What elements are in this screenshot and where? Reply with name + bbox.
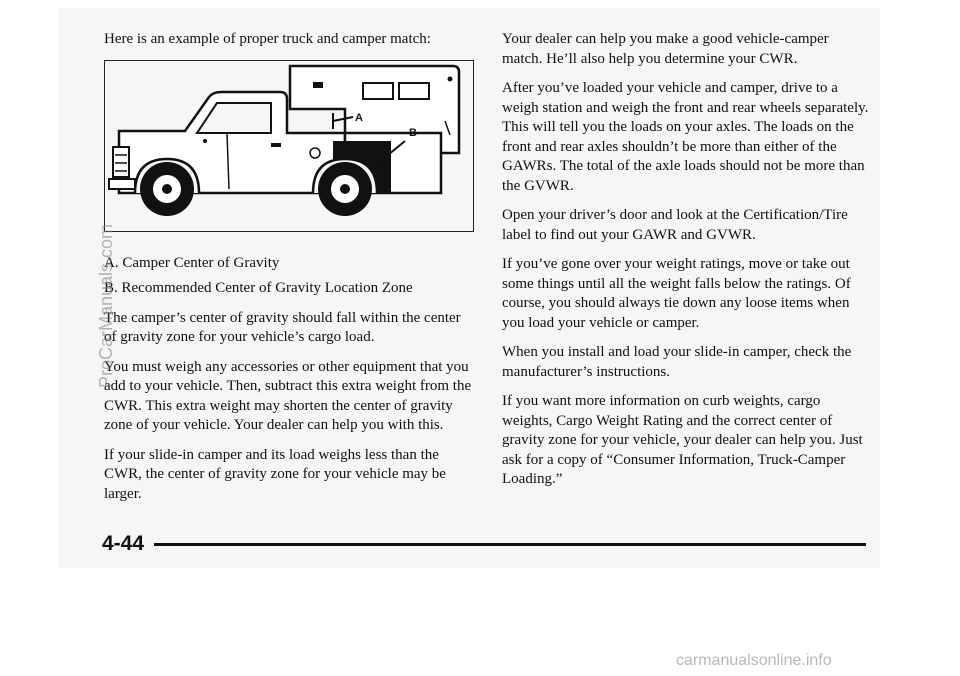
legend-b: B. Recommended Center of Gravity Location Zone	[104, 280, 413, 296]
right-paragraph: When you install and load your slide-in camper, check the manufacturer’s instructions.	[502, 344, 852, 380]
truck-camper-figure	[104, 60, 474, 232]
page-number: 4-44	[102, 532, 145, 555]
left-paragraph: If your slide-in camper and its load weighs less than the CWR, the center of gravity zone for your vehicle may be larger.	[104, 446, 446, 502]
right-paragraph: Open your driver’s door and look at the Certification/Tire label to find out your GAWR and GVWR.	[502, 207, 848, 243]
right-paragraph: Your dealer can help you make a good vehicle-camper match. He’ll also help you determine your CWR.	[502, 31, 829, 67]
figure-label-a: A	[355, 111, 363, 124]
page-footer	[102, 531, 866, 557]
right-paragraph: After you’ve loaded your vehicle and camper, drive to a weigh station and weigh the front and rear wheels separately. This will tell you the loads on your axles. The loads on the front and rear axles shouldn’t be more than either of the GAWRs. The total of the axle loads should not be more than the GVWR.	[502, 80, 869, 194]
left-paragraph: The camper’s center of gravity should fall within the center of gravity zone for your vehicle’s cargo load.	[104, 309, 461, 345]
manual-page	[58, 8, 880, 568]
right-paragraph: If you’ve gone over your weight ratings, move or take out some things until all the weight falls below the ratings. Of course, you should always tie down any loose items when you load your vehicle or camper.	[502, 256, 851, 331]
truck-camper-illustration	[105, 61, 473, 231]
legend-a: A. Camper Center of Gravity	[104, 254, 280, 271]
site-watermark: carmanualsonline.info	[676, 652, 832, 669]
footer-rule	[154, 543, 866, 546]
intro-text: Here is an example of proper truck and camper match:	[104, 31, 431, 47]
right-paragraph: If you want more information on curb weights, cargo weights, Cargo Weight Rating and the correct center of gravity zone for your vehicle, your dealer can help you. Just ask for a copy of “Consumer Information, Truck-Camper Loading.”	[502, 393, 863, 487]
figure-label-b: B	[409, 126, 417, 139]
vertical-watermark: ProCarManuals.com	[96, 223, 116, 388]
left-paragraph: You must weigh any accessories or other equipment that you add to your vehicle. Then, subtract this extra weight from the CWR. This extra weight may shorten the center of gravity zone of your vehicle. Your dealer can help you with this.	[104, 358, 472, 433]
right-column	[502, 30, 872, 500]
left-column	[104, 30, 476, 514]
